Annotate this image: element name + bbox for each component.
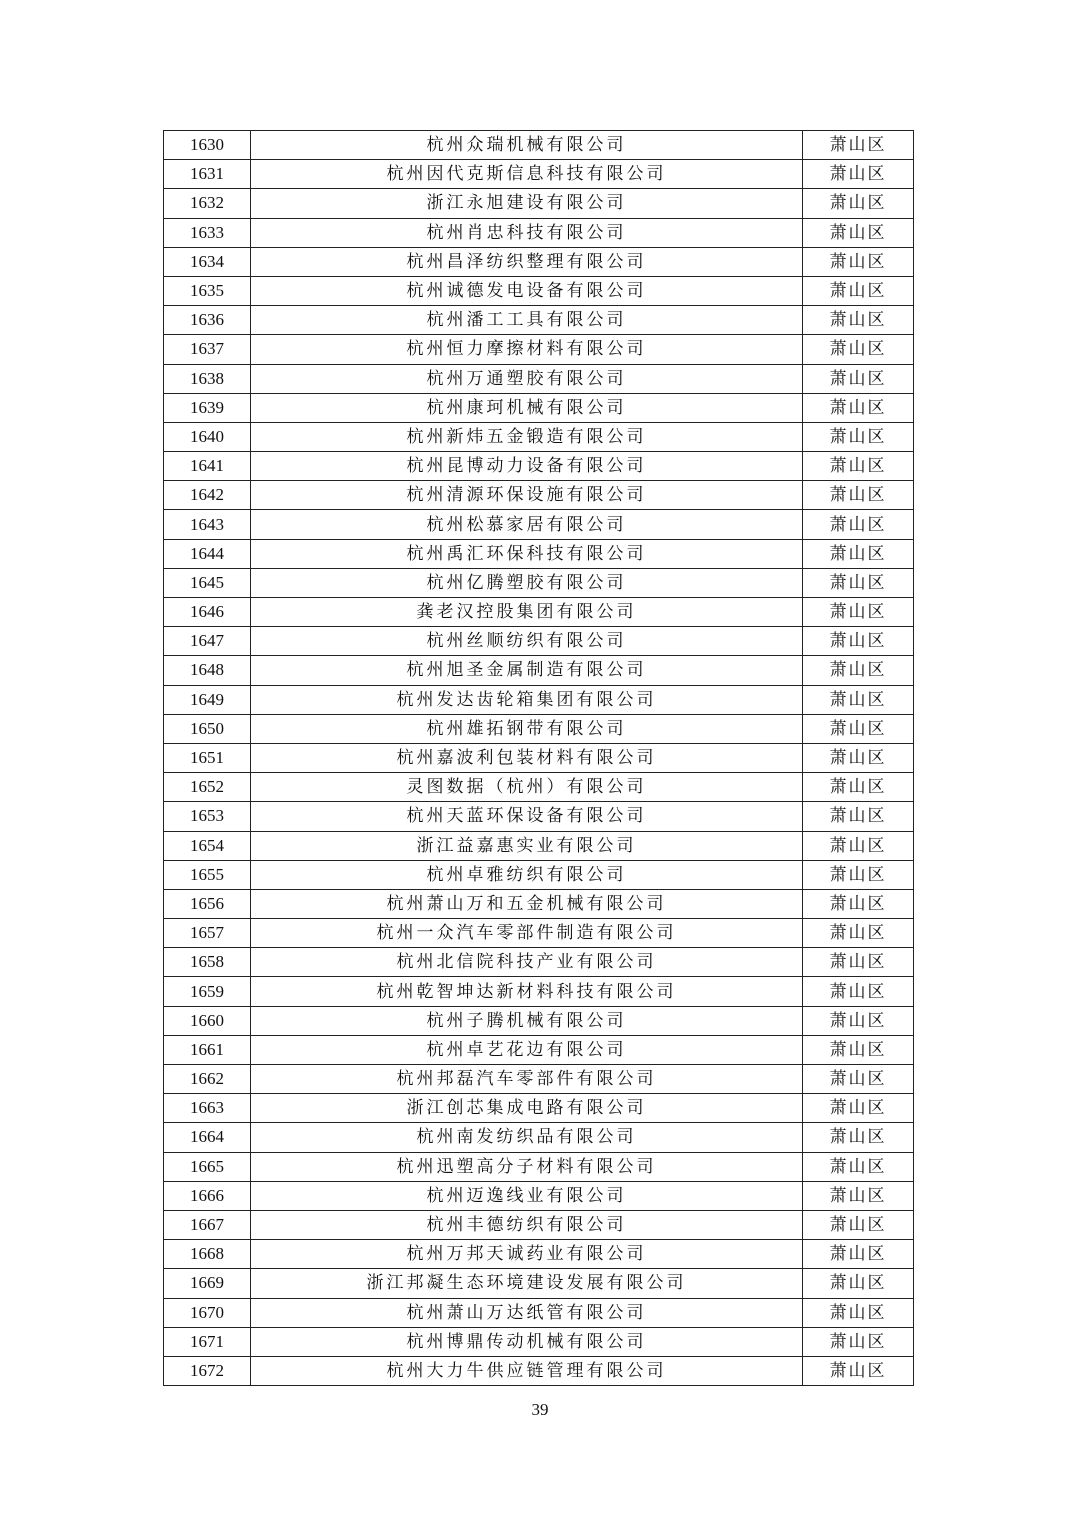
district-name: 萧山区 (803, 364, 914, 393)
company-name: 杭州嘉波利包装材料有限公司 (251, 743, 803, 772)
row-number: 1664 (164, 1123, 251, 1152)
row-number: 1636 (164, 306, 251, 335)
table-row (164, 306, 914, 335)
company-name: 杭州清源环保设施有限公司 (251, 481, 803, 510)
table-row (164, 1094, 914, 1123)
district-name: 萧山区 (803, 1356, 914, 1385)
table-row (164, 714, 914, 743)
company-name: 杭州迅塑高分子材料有限公司 (251, 1152, 803, 1181)
district-name: 萧山区 (803, 889, 914, 918)
district-name: 萧山区 (803, 977, 914, 1006)
table-row (164, 276, 914, 305)
row-number: 1668 (164, 1240, 251, 1269)
company-name: 杭州万通塑胶有限公司 (251, 364, 803, 393)
company-name: 杭州北信院科技产业有限公司 (251, 948, 803, 977)
company-name: 杭州大力牛供应链管理有限公司 (251, 1356, 803, 1385)
district-name: 萧山区 (803, 1006, 914, 1035)
row-number: 1663 (164, 1094, 251, 1123)
row-number: 1649 (164, 685, 251, 714)
table-row (164, 218, 914, 247)
company-name: 浙江邦凝生态环境建设发展有限公司 (251, 1269, 803, 1298)
row-number: 1666 (164, 1181, 251, 1210)
company-name: 杭州诚德发电设备有限公司 (251, 276, 803, 305)
district-name: 萧山区 (803, 481, 914, 510)
row-number: 1658 (164, 948, 251, 977)
row-number: 1638 (164, 364, 251, 393)
row-number: 1659 (164, 977, 251, 1006)
table-row (164, 1327, 914, 1356)
company-name: 杭州亿腾塑胶有限公司 (251, 568, 803, 597)
table-row (164, 422, 914, 451)
district-name: 萧山区 (803, 568, 914, 597)
company-name: 杭州博鼎传动机械有限公司 (251, 1327, 803, 1356)
table-row (164, 627, 914, 656)
district-name: 萧山区 (803, 919, 914, 948)
row-number: 1644 (164, 539, 251, 568)
district-name: 萧山区 (803, 1210, 914, 1239)
row-number: 1665 (164, 1152, 251, 1181)
table-row (164, 948, 914, 977)
company-name: 杭州天蓝环保设备有限公司 (251, 802, 803, 831)
company-name: 杭州松慕家居有限公司 (251, 510, 803, 539)
district-name: 萧山区 (803, 1123, 914, 1152)
row-number: 1631 (164, 160, 251, 189)
table-row (164, 598, 914, 627)
row-number: 1657 (164, 919, 251, 948)
row-number: 1643 (164, 510, 251, 539)
table-row (164, 335, 914, 364)
row-number: 1669 (164, 1269, 251, 1298)
row-number: 1648 (164, 656, 251, 685)
table-row (164, 977, 914, 1006)
table-row (164, 510, 914, 539)
district-name: 萧山区 (803, 335, 914, 364)
row-number: 1655 (164, 860, 251, 889)
row-number: 1632 (164, 189, 251, 218)
district-name: 萧山区 (803, 189, 914, 218)
table-row (164, 1123, 914, 1152)
district-name: 萧山区 (803, 831, 914, 860)
table-row (164, 393, 914, 422)
table-row (164, 1152, 914, 1181)
table-row (164, 247, 914, 276)
row-number: 1660 (164, 1006, 251, 1035)
district-name: 萧山区 (803, 1094, 914, 1123)
company-name: 杭州一众汽车零部件制造有限公司 (251, 919, 803, 948)
company-name: 杭州南发纺织品有限公司 (251, 1123, 803, 1152)
district-name: 萧山区 (803, 1065, 914, 1094)
company-name: 杭州新炜五金锻造有限公司 (251, 422, 803, 451)
row-number: 1651 (164, 743, 251, 772)
row-number: 1656 (164, 889, 251, 918)
table-row (164, 919, 914, 948)
company-name: 杭州潘工工具有限公司 (251, 306, 803, 335)
district-name: 萧山区 (803, 1240, 914, 1269)
table-row (164, 743, 914, 772)
row-number: 1652 (164, 773, 251, 802)
table-row (164, 1269, 914, 1298)
row-number: 1650 (164, 714, 251, 743)
table-row (164, 1006, 914, 1035)
company-name: 杭州发达齿轮箱集团有限公司 (251, 685, 803, 714)
table-row (164, 160, 914, 189)
district-name: 萧山区 (803, 948, 914, 977)
table-row (164, 656, 914, 685)
row-number: 1662 (164, 1065, 251, 1094)
row-number: 1635 (164, 276, 251, 305)
company-name: 杭州昌泽纺织整理有限公司 (251, 247, 803, 276)
company-name: 杭州丰德纺织有限公司 (251, 1210, 803, 1239)
table-row (164, 1356, 914, 1385)
company-name: 杭州因代克斯信息科技有限公司 (251, 160, 803, 189)
row-number: 1653 (164, 802, 251, 831)
district-name: 萧山区 (803, 1327, 914, 1356)
company-name: 杭州萧山万和五金机械有限公司 (251, 889, 803, 918)
company-list-body (164, 131, 914, 1386)
row-number: 1671 (164, 1327, 251, 1356)
row-number: 1639 (164, 393, 251, 422)
district-name: 萧山区 (803, 685, 914, 714)
table-row (164, 860, 914, 889)
district-name: 萧山区 (803, 627, 914, 656)
table-row (164, 1035, 914, 1064)
page-number: 39 (531, 1400, 549, 1419)
table-row (164, 831, 914, 860)
company-name: 杭州康珂机械有限公司 (251, 393, 803, 422)
district-name: 萧山区 (803, 393, 914, 422)
company-name: 浙江永旭建设有限公司 (251, 189, 803, 218)
row-number: 1641 (164, 452, 251, 481)
district-name: 萧山区 (803, 714, 914, 743)
table-row (164, 568, 914, 597)
district-name: 萧山区 (803, 160, 914, 189)
table-row (164, 802, 914, 831)
company-name: 杭州卓雅纺织有限公司 (251, 860, 803, 889)
district-name: 萧山区 (803, 860, 914, 889)
table-row (164, 364, 914, 393)
row-number: 1634 (164, 247, 251, 276)
table-row (164, 539, 914, 568)
district-name: 萧山区 (803, 1152, 914, 1181)
row-number: 1661 (164, 1035, 251, 1064)
district-name: 萧山区 (803, 773, 914, 802)
district-name: 萧山区 (803, 247, 914, 276)
row-number: 1646 (164, 598, 251, 627)
row-number: 1672 (164, 1356, 251, 1385)
company-name: 杭州昆博动力设备有限公司 (251, 452, 803, 481)
row-number: 1654 (164, 831, 251, 860)
company-name: 杭州丝顺纺织有限公司 (251, 627, 803, 656)
company-name: 杭州卓艺花边有限公司 (251, 1035, 803, 1064)
company-list-table (163, 130, 914, 1386)
table-row (164, 685, 914, 714)
company-name: 杭州众瑞机械有限公司 (251, 131, 803, 160)
row-number: 1633 (164, 218, 251, 247)
company-name: 杭州邦磊汽车零部件有限公司 (251, 1065, 803, 1094)
table-row (164, 773, 914, 802)
district-name: 萧山区 (803, 1035, 914, 1064)
company-name: 浙江创芯集成电路有限公司 (251, 1094, 803, 1123)
company-name: 龚老汉控股集团有限公司 (251, 598, 803, 627)
table-row (164, 189, 914, 218)
district-name: 萧山区 (803, 802, 914, 831)
table-row (164, 481, 914, 510)
district-name: 萧山区 (803, 218, 914, 247)
row-number: 1647 (164, 627, 251, 656)
company-name: 杭州肖忠科技有限公司 (251, 218, 803, 247)
company-name: 杭州禹汇环保科技有限公司 (251, 539, 803, 568)
table-row (164, 889, 914, 918)
row-number: 1640 (164, 422, 251, 451)
row-number: 1637 (164, 335, 251, 364)
company-name: 杭州万邦天诚药业有限公司 (251, 1240, 803, 1269)
table-row (164, 1210, 914, 1239)
row-number: 1645 (164, 568, 251, 597)
district-name: 萧山区 (803, 306, 914, 335)
district-name: 萧山区 (803, 276, 914, 305)
district-name: 萧山区 (803, 422, 914, 451)
district-name: 萧山区 (803, 1269, 914, 1298)
district-name: 萧山区 (803, 131, 914, 160)
row-number: 1642 (164, 481, 251, 510)
company-name: 杭州旭圣金属制造有限公司 (251, 656, 803, 685)
company-name: 杭州雄拓钢带有限公司 (251, 714, 803, 743)
row-number: 1670 (164, 1298, 251, 1327)
row-number: 1630 (164, 131, 251, 160)
table-row (164, 452, 914, 481)
district-name: 萧山区 (803, 598, 914, 627)
table-row (164, 1065, 914, 1094)
table-row (164, 131, 914, 160)
table-row (164, 1240, 914, 1269)
company-name: 浙江益嘉惠实业有限公司 (251, 831, 803, 860)
row-number: 1667 (164, 1210, 251, 1239)
district-name: 萧山区 (803, 656, 914, 685)
company-name: 杭州乾智坤达新材料科技有限公司 (251, 977, 803, 1006)
company-name: 灵图数据（杭州）有限公司 (251, 773, 803, 802)
district-name: 萧山区 (803, 1181, 914, 1210)
district-name: 萧山区 (803, 452, 914, 481)
district-name: 萧山区 (803, 743, 914, 772)
table-row (164, 1181, 914, 1210)
company-name: 杭州恒力摩擦材料有限公司 (251, 335, 803, 364)
company-name: 杭州萧山万达纸管有限公司 (251, 1298, 803, 1327)
district-name: 萧山区 (803, 510, 914, 539)
district-name: 萧山区 (803, 1298, 914, 1327)
district-name: 萧山区 (803, 539, 914, 568)
company-name: 杭州子腾机械有限公司 (251, 1006, 803, 1035)
table-row (164, 1298, 914, 1327)
company-name: 杭州迈逸线业有限公司 (251, 1181, 803, 1210)
